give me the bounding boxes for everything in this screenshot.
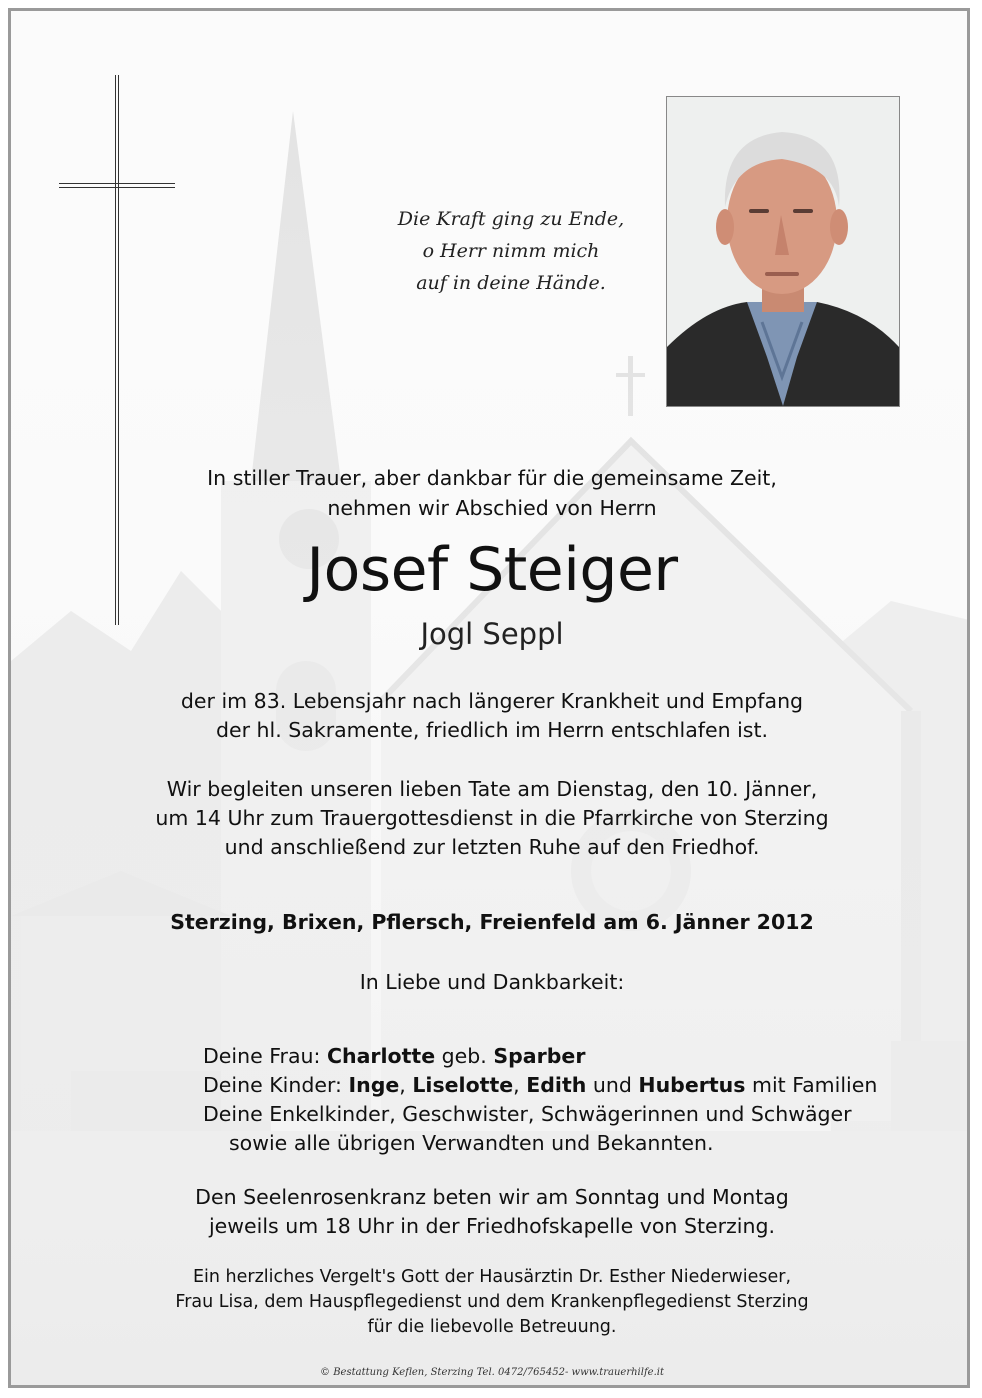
place-date: Sterzing, Brixen, Pflersch, Freienfeld am 6. Jänner 2012 <box>170 910 814 934</box>
wife-geb: geb. <box>441 1044 487 1068</box>
wife-label: Deine Frau: <box>203 1044 321 1068</box>
funeral-line: und anschließend zur letzten Ruhe auf den Friedhof. <box>224 835 760 859</box>
cross-horizontal-bar <box>59 183 175 188</box>
family-list <box>203 1042 923 1158</box>
rosary-paragraph <box>11 1183 970 1241</box>
funeral-line: Wir begleiten unseren lieben Tate am Dienstag, den 10. Jänner, <box>166 777 818 801</box>
deceased-nickname: Jogl Seppl <box>420 617 564 651</box>
separator: , <box>399 1073 406 1097</box>
conjunction: und <box>592 1073 632 1097</box>
child-name: Inge <box>348 1073 400 1097</box>
intro-text <box>11 463 970 523</box>
child-name: Liselotte <box>412 1073 514 1097</box>
portrait-photo <box>666 96 900 407</box>
children-label: Deine Kinder: <box>203 1073 342 1097</box>
funeral-line: um 14 Uhr zum Trauergottesdienst in die Pfarrkirche von Sterzing <box>155 806 829 830</box>
verse-line: auf in deine Hände. <box>416 272 606 294</box>
family-wife <box>203 1042 923 1071</box>
acknowledgement-line: für die liebevolle Betreuung. <box>367 1317 617 1337</box>
wife-name: Charlotte <box>326 1044 436 1068</box>
child-name: Edith <box>526 1073 587 1097</box>
acknowledgement-line: Frau Lisa, dem Hauspflegedienst und dem Krankenpflegedienst Sterzing <box>175 1292 809 1312</box>
separator: , <box>513 1073 520 1097</box>
acknowledgement-line: Ein herzliches Vergelt's Gott der Hausärztin Dr. Esther Niederwieser, <box>192 1267 792 1287</box>
with-families: mit Familien <box>751 1073 878 1097</box>
intro-line: nehmen wir Abschied von Herrn <box>327 496 657 520</box>
family-relatives: sowie alle übrigen Verwandten und Bekannten. <box>229 1131 714 1155</box>
child-name: Hubertus <box>638 1073 746 1097</box>
rosary-line: jeweils um 18 Uhr in der Friedhofskapelle von Sterzing. <box>208 1214 776 1238</box>
rosary-line: Den Seelenrosenkranz beten wir am Sonntag und Montag <box>195 1185 789 1209</box>
obituary-card <box>8 8 970 1388</box>
passing-paragraph <box>11 687 970 745</box>
verse-line: o Herr nimm mich <box>422 240 600 262</box>
funeral-paragraph <box>11 775 970 862</box>
deceased-name: Josef Steiger <box>306 535 678 605</box>
wife-maiden-name: Sparber <box>493 1044 586 1068</box>
footer-credit: © Bestattung Keflen, Sterzing Tel. 0472/765452- www.trauerhilfe.it <box>320 1367 664 1378</box>
family-grandchildren: Deine Enkelkinder, Geschwister, Schwägerinnen und Schwäger <box>203 1102 852 1126</box>
passing-line: der im 83. Lebensjahr nach längerer Krankheit und Empfang <box>180 689 804 713</box>
family-children <box>203 1071 923 1100</box>
acknowledgement-paragraph <box>11 1265 970 1340</box>
verse-line: Die Kraft ging zu Ende, <box>397 208 625 230</box>
passing-line: der hl. Sakramente, friedlich im Herrn entschlafen ist. <box>215 718 769 742</box>
thanks-heading: In Liebe und Dankbarkeit: <box>359 970 625 994</box>
verse <box>341 203 681 299</box>
intro-line: In stiller Trauer, aber dankbar für die gemeinsame Zeit, <box>207 466 777 490</box>
